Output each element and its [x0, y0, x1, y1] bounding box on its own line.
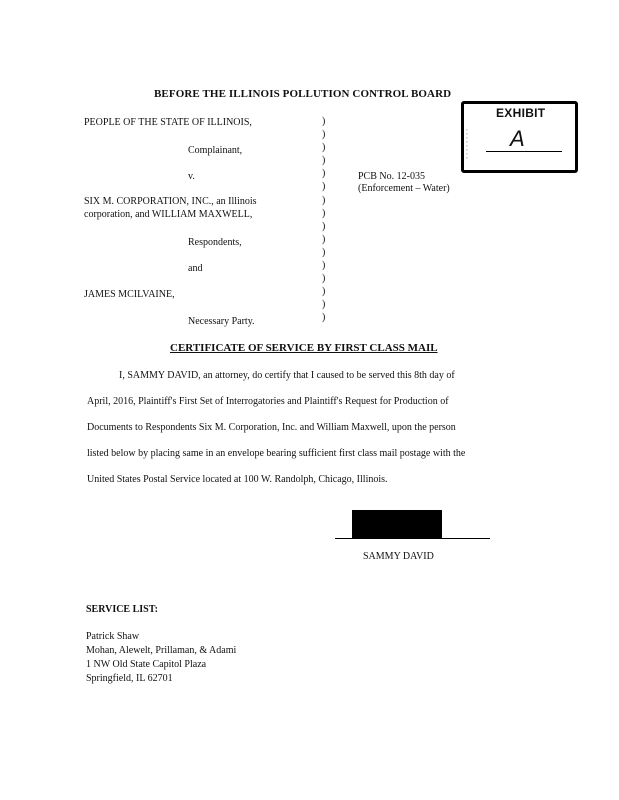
caption-paren-column — [322, 115, 332, 325]
signature-line — [335, 538, 490, 539]
service-list-title: SERVICE LIST: — [86, 604, 158, 615]
paren-mark: ) — [322, 260, 326, 272]
body-line: April, 2016, Plaintiff's First Set of Interrogatories and Plaintiff's Request for Production of — [87, 396, 449, 407]
body-line: listed below by placing same in an envelope bearing sufficient first class mail postage with the — [87, 448, 466, 459]
paren-mark: ) — [322, 129, 326, 141]
paren-mark: ) — [322, 116, 326, 127]
exhibit-vendor-mark: ▪▪▪▪▪▪▪▪ — [465, 128, 469, 160]
body-line: I, SAMMY DAVID, an attorney, do certify that I caused to be served this 8th day of — [119, 370, 455, 381]
case-number: PCB No. 12-035 — [358, 171, 425, 182]
caption-respondent-line2: corporation, and WILLIAM MAXWELL, — [84, 209, 253, 220]
exhibit-label: EXHIBIT — [496, 106, 546, 120]
body-line: Documents to Respondents Six M. Corporation, Inc. and William Maxwell, upon the person — [87, 422, 456, 433]
signature-redaction — [352, 510, 442, 538]
certificate-title: CERTIFICATE OF SERVICE BY FIRST CLASS MAIL — [170, 342, 438, 354]
caption-plaintiff-role: Complainant, — [188, 145, 243, 156]
paren-mark: ) — [322, 220, 326, 232]
paren-mark: ) — [322, 299, 326, 311]
service-list-line: Mohan, Alewelt, Prillaman, & Adami — [86, 645, 237, 656]
paren-mark: ) — [322, 286, 326, 298]
paren-mark: ) — [322, 142, 326, 154]
service-list-line: Patrick Shaw — [86, 631, 140, 642]
caption-respondent-line1: SIX M. CORPORATION, INC., an Illinois — [84, 196, 257, 207]
paren-mark: ) — [322, 207, 326, 219]
caption-versus: v. — [188, 171, 195, 182]
case-type: (Enforcement – Water) — [358, 183, 450, 194]
paren-mark: ) — [322, 155, 326, 167]
caption-necessary-party-role: Necessary Party. — [188, 316, 255, 327]
exhibit-underline — [486, 151, 562, 152]
paren-mark: ) — [322, 273, 326, 285]
paren-mark: ) — [322, 168, 326, 180]
paren-mark: ) — [322, 233, 326, 245]
service-list-line: 1 NW Old State Capitol Plaza — [86, 659, 207, 670]
caption-and: and — [188, 263, 203, 274]
body-line: United States Postal Service located at 100 W. Randolph, Chicago, Illinois. — [87, 474, 388, 485]
service-list-line: Springfield, IL 62701 — [86, 673, 173, 684]
paren-mark: ) — [322, 181, 326, 193]
signature-name: SAMMY DAVID — [363, 551, 434, 562]
caption-plaintiff: PEOPLE OF THE STATE OF ILLINOIS, — [84, 117, 252, 128]
paren-mark: ) — [322, 312, 326, 324]
board-title: BEFORE THE ILLINOIS POLLUTION CONTROL BOARD — [154, 88, 452, 100]
exhibit-letter: A — [510, 126, 525, 151]
paren-mark: ) — [322, 246, 326, 258]
paren-mark: ) — [322, 194, 326, 206]
exhibit-sticker — [461, 101, 578, 173]
caption-necessary-party: JAMES MCILVAINE, — [84, 289, 175, 300]
caption-respondent-role: Respondents, — [188, 237, 242, 248]
